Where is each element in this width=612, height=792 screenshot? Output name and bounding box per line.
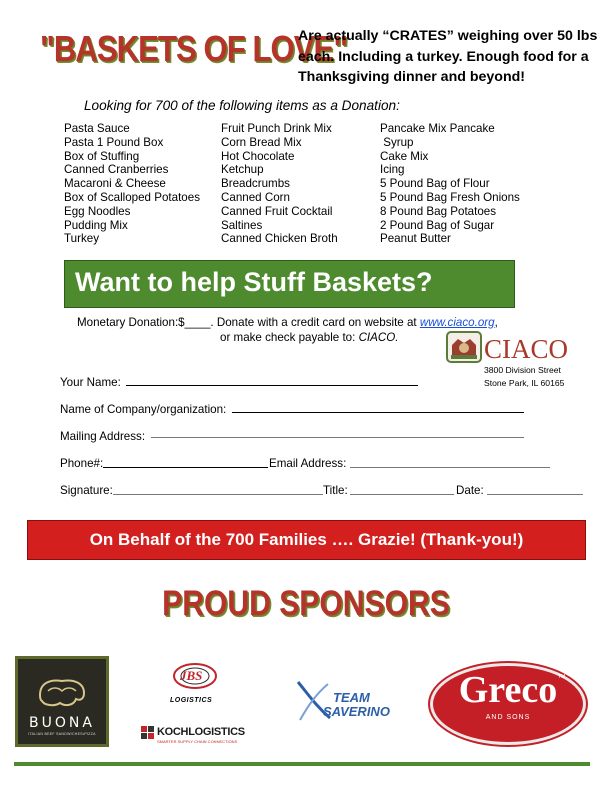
items-column-1 [64, 122, 200, 246]
list-item: Pancake Mix Pancake [380, 122, 495, 135]
title-label: Title: [323, 484, 348, 497]
list-item: Box of Scalloped Potatoes [64, 190, 200, 204]
list-item: Pudding Mix [64, 218, 128, 232]
list-item: Fruit Punch Drink Mix [221, 122, 332, 135]
koch-icon [141, 726, 155, 740]
help-banner [64, 260, 515, 308]
ciaco-address [484, 364, 564, 389]
donation-line-1 [77, 316, 498, 329]
items-heading: Looking for 700 of the following items as a Donation: [84, 98, 400, 113]
saverino-line-2: SAVERINO [323, 704, 390, 719]
buona-name: BUONA [29, 715, 95, 731]
mailing-address-label: Mailing Address: [60, 430, 146, 443]
list-item: Cake Mix [380, 149, 429, 163]
date-label: Date: [456, 484, 484, 497]
list-item: Icing [380, 163, 405, 177]
bottom-divider [14, 762, 590, 766]
items-column-3 [380, 122, 520, 246]
title-line[interactable] [350, 494, 454, 495]
list-item: Hot Chocolate [221, 149, 295, 163]
donation-comma: , [494, 316, 498, 329]
list-item: Saltines [221, 218, 263, 232]
phone-label: Phone#: [60, 457, 104, 470]
items-column-2 [221, 122, 338, 246]
address-line-2: Stone Park, IL 60165 [484, 377, 565, 388]
buona-logo [15, 656, 109, 747]
donation-line-2 [220, 331, 399, 344]
greco-tm: TM [558, 674, 566, 680]
list-item: Box of Stuffing [64, 149, 140, 163]
greco-sub: AND SONS [485, 714, 531, 721]
list-item: Canned Chicken Broth [221, 232, 338, 246]
jbs-logistics-text: LOGISTICS [170, 697, 213, 704]
list-item: Breadcrumbs [221, 177, 290, 191]
website-link[interactable]: www.ciaco.org [419, 316, 495, 329]
list-item: Canned Corn [221, 190, 290, 204]
mailing-address-line[interactable] [151, 437, 524, 438]
list-item: Pasta 1 Pound Box [64, 135, 164, 149]
ciaco-emblem-icon [446, 331, 482, 363]
signature-label: Signature: [60, 484, 113, 497]
list-item: 5 Pound Bag Fresh Onions [380, 190, 520, 204]
greco-name: Greco [458, 669, 558, 711]
address-line-1: 3800 Division Street [484, 365, 561, 375]
date-line[interactable] [487, 494, 583, 495]
list-item: Egg Noodles [64, 204, 131, 218]
buona-tagline: ITALIAN BEEF SANDWICHES•PIZZA [28, 732, 96, 736]
list-item: Ketchup [221, 163, 264, 177]
thanks-text: On Behalf of the 700 Families …. Grazie! (Thank-you!) [89, 530, 524, 549]
sandwich-icon [36, 673, 88, 711]
list-item: Peanut Butter [380, 232, 451, 246]
list-item: Syrup [380, 135, 414, 149]
help-banner-text: Want to help Stuff Baskets? [75, 267, 433, 297]
company-line[interactable] [232, 412, 524, 413]
ciaco-logo-text: CIACO [484, 334, 569, 364]
list-item: Canned Cranberries [64, 163, 169, 177]
intro-text: Are actually “CRATES” weighing over 50 lbs each. Including a turkey. Enough food for a Thanksgiving dinner and beyond! [298, 28, 598, 85]
email-label: Email Address: [269, 457, 347, 470]
jbs-initials: JBS [180, 668, 203, 683]
phone-line[interactable] [103, 467, 268, 468]
thanks-banner [27, 520, 586, 560]
list-item: Macaroni & Cheese [64, 177, 166, 191]
your-name-label: Your Name: [60, 376, 121, 389]
your-name-line[interactable] [126, 385, 418, 386]
flyer-title: "BASKETS OF LOVE" [40, 28, 348, 69]
sponsors-heading: PROUD SPONSORS [162, 584, 450, 623]
saverino-line-1: TEAM [333, 690, 370, 705]
list-item: Pasta Sauce [64, 122, 130, 135]
company-label: Name of Company/organization: [60, 403, 227, 416]
list-item: Canned Fruit Cocktail [221, 204, 333, 218]
check-text: or make check payable to: [220, 331, 359, 344]
list-item: 5 Pound Bag of Flour [380, 177, 490, 191]
koch-tagline: SMARTER SUPPLY CHAIN CONNECTIONS [157, 739, 238, 744]
list-item: 8 Pound Bag Potatoes [380, 204, 497, 218]
check-payee: CIACO. [358, 331, 399, 344]
list-item: 2 Pound Bag of Sugar [380, 218, 495, 232]
signature-line[interactable] [113, 494, 323, 495]
list-item: Corn Bread Mix [221, 135, 302, 149]
email-line[interactable] [350, 467, 550, 468]
donation-text: Monetary Donation:$____. Donate with a credit card on website at [77, 316, 420, 329]
koch-name: KOCHLOGISTICS [157, 726, 245, 738]
list-item: Turkey [64, 232, 100, 246]
